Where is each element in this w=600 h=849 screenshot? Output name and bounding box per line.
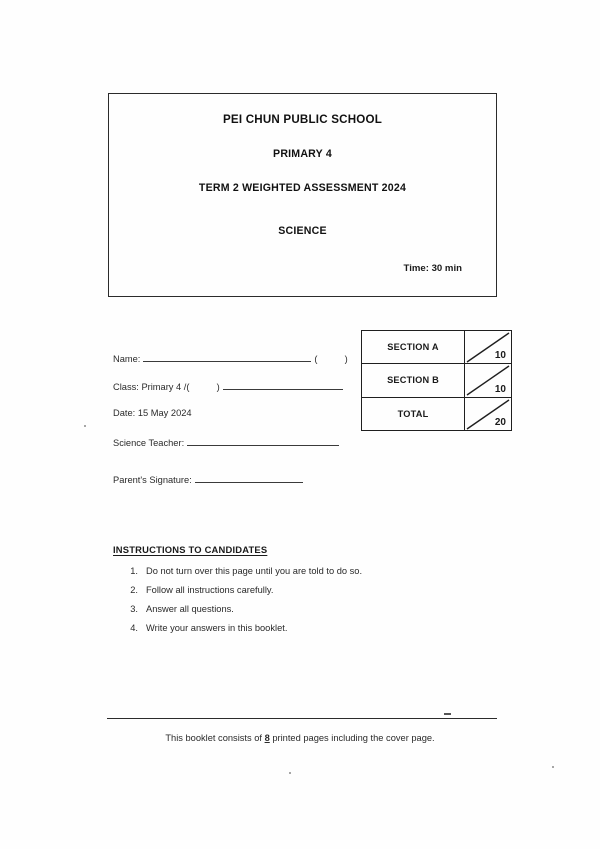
marks-score-cell[interactable] [465,331,511,363]
index-open-paren: ( [314,354,318,364]
marks-table [361,330,512,431]
list-item [118,566,448,585]
name-input-rule[interactable] [143,352,311,362]
footer-prefix: This booklet consists of [165,733,262,743]
instruction-number: 2. [130,585,138,595]
footer-note [0,733,600,743]
level-name: PRIMARY 4 [273,148,332,160]
teacher-input-rule[interactable] [187,436,339,446]
subject-name: SCIENCE [278,225,327,237]
signature-field-row [113,473,306,485]
instruction-number: 4. [130,623,138,633]
scan-speck [289,772,291,774]
marks-row [362,364,511,397]
name-field-row [113,352,363,380]
list-item [118,604,448,623]
instruction-text: Answer all questions. [146,604,234,614]
name-label: Name: [113,354,141,364]
scan-artifact [444,713,451,715]
signature-input-rule[interactable] [195,473,303,483]
instruction-text: Follow all instructions carefully. [146,585,274,595]
class-value: Primary 4 /( [141,382,190,392]
class-field-row [113,380,363,408]
exam-duration: Time: 30 min [403,263,462,274]
marks-max-value: 10 [494,350,506,362]
date-field-row [113,408,363,436]
exam-name: TERM 2 WEIGHTED ASSESSMENT 2024 [198,182,407,194]
list-item [118,623,448,642]
list-item [118,585,448,604]
footer-divider [107,718,497,719]
instruction-text: Do not turn over this page until you are told to do so. [146,566,363,576]
marks-score-cell[interactable] [465,364,511,396]
marks-row [362,331,511,364]
teacher-field-row [113,436,363,464]
instruction-number: 1. [130,566,138,576]
teacher-label: Science Teacher: [113,438,185,448]
index-close-paren: ) [344,354,348,364]
marks-section-label: SECTION B [362,364,465,396]
marks-row [362,398,511,430]
candidate-particulars [113,352,363,464]
instruction-text: Write your answers in this booklet. [146,623,288,633]
exam-title-box [108,93,497,297]
marks-total-label: TOTAL [362,398,465,430]
marks-section-label: SECTION A [362,331,465,363]
school-name: PEI CHUN PUBLIC SCHOOL [223,113,382,126]
scan-speck [84,425,86,427]
marks-max-value: 10 [494,383,506,395]
scan-speck [552,766,554,768]
signature-label: Parent's Signature: [113,475,192,485]
instruction-number: 3. [130,604,138,614]
date-value: 15 May 2024 [137,408,192,418]
date-label: Date: [113,408,136,418]
instructions-heading: INSTRUCTIONS TO CANDIDATES [113,544,268,555]
marks-max-value: 20 [494,416,506,428]
marks-score-cell[interactable] [465,398,511,430]
class-input-rule[interactable] [223,380,343,390]
instructions-list [118,566,448,642]
class-value-close: ) [216,382,220,392]
footer-page-count: 8 [264,733,270,743]
footer-suffix: printed pages including the cover page. [272,733,435,743]
class-label: Class: [113,382,139,392]
